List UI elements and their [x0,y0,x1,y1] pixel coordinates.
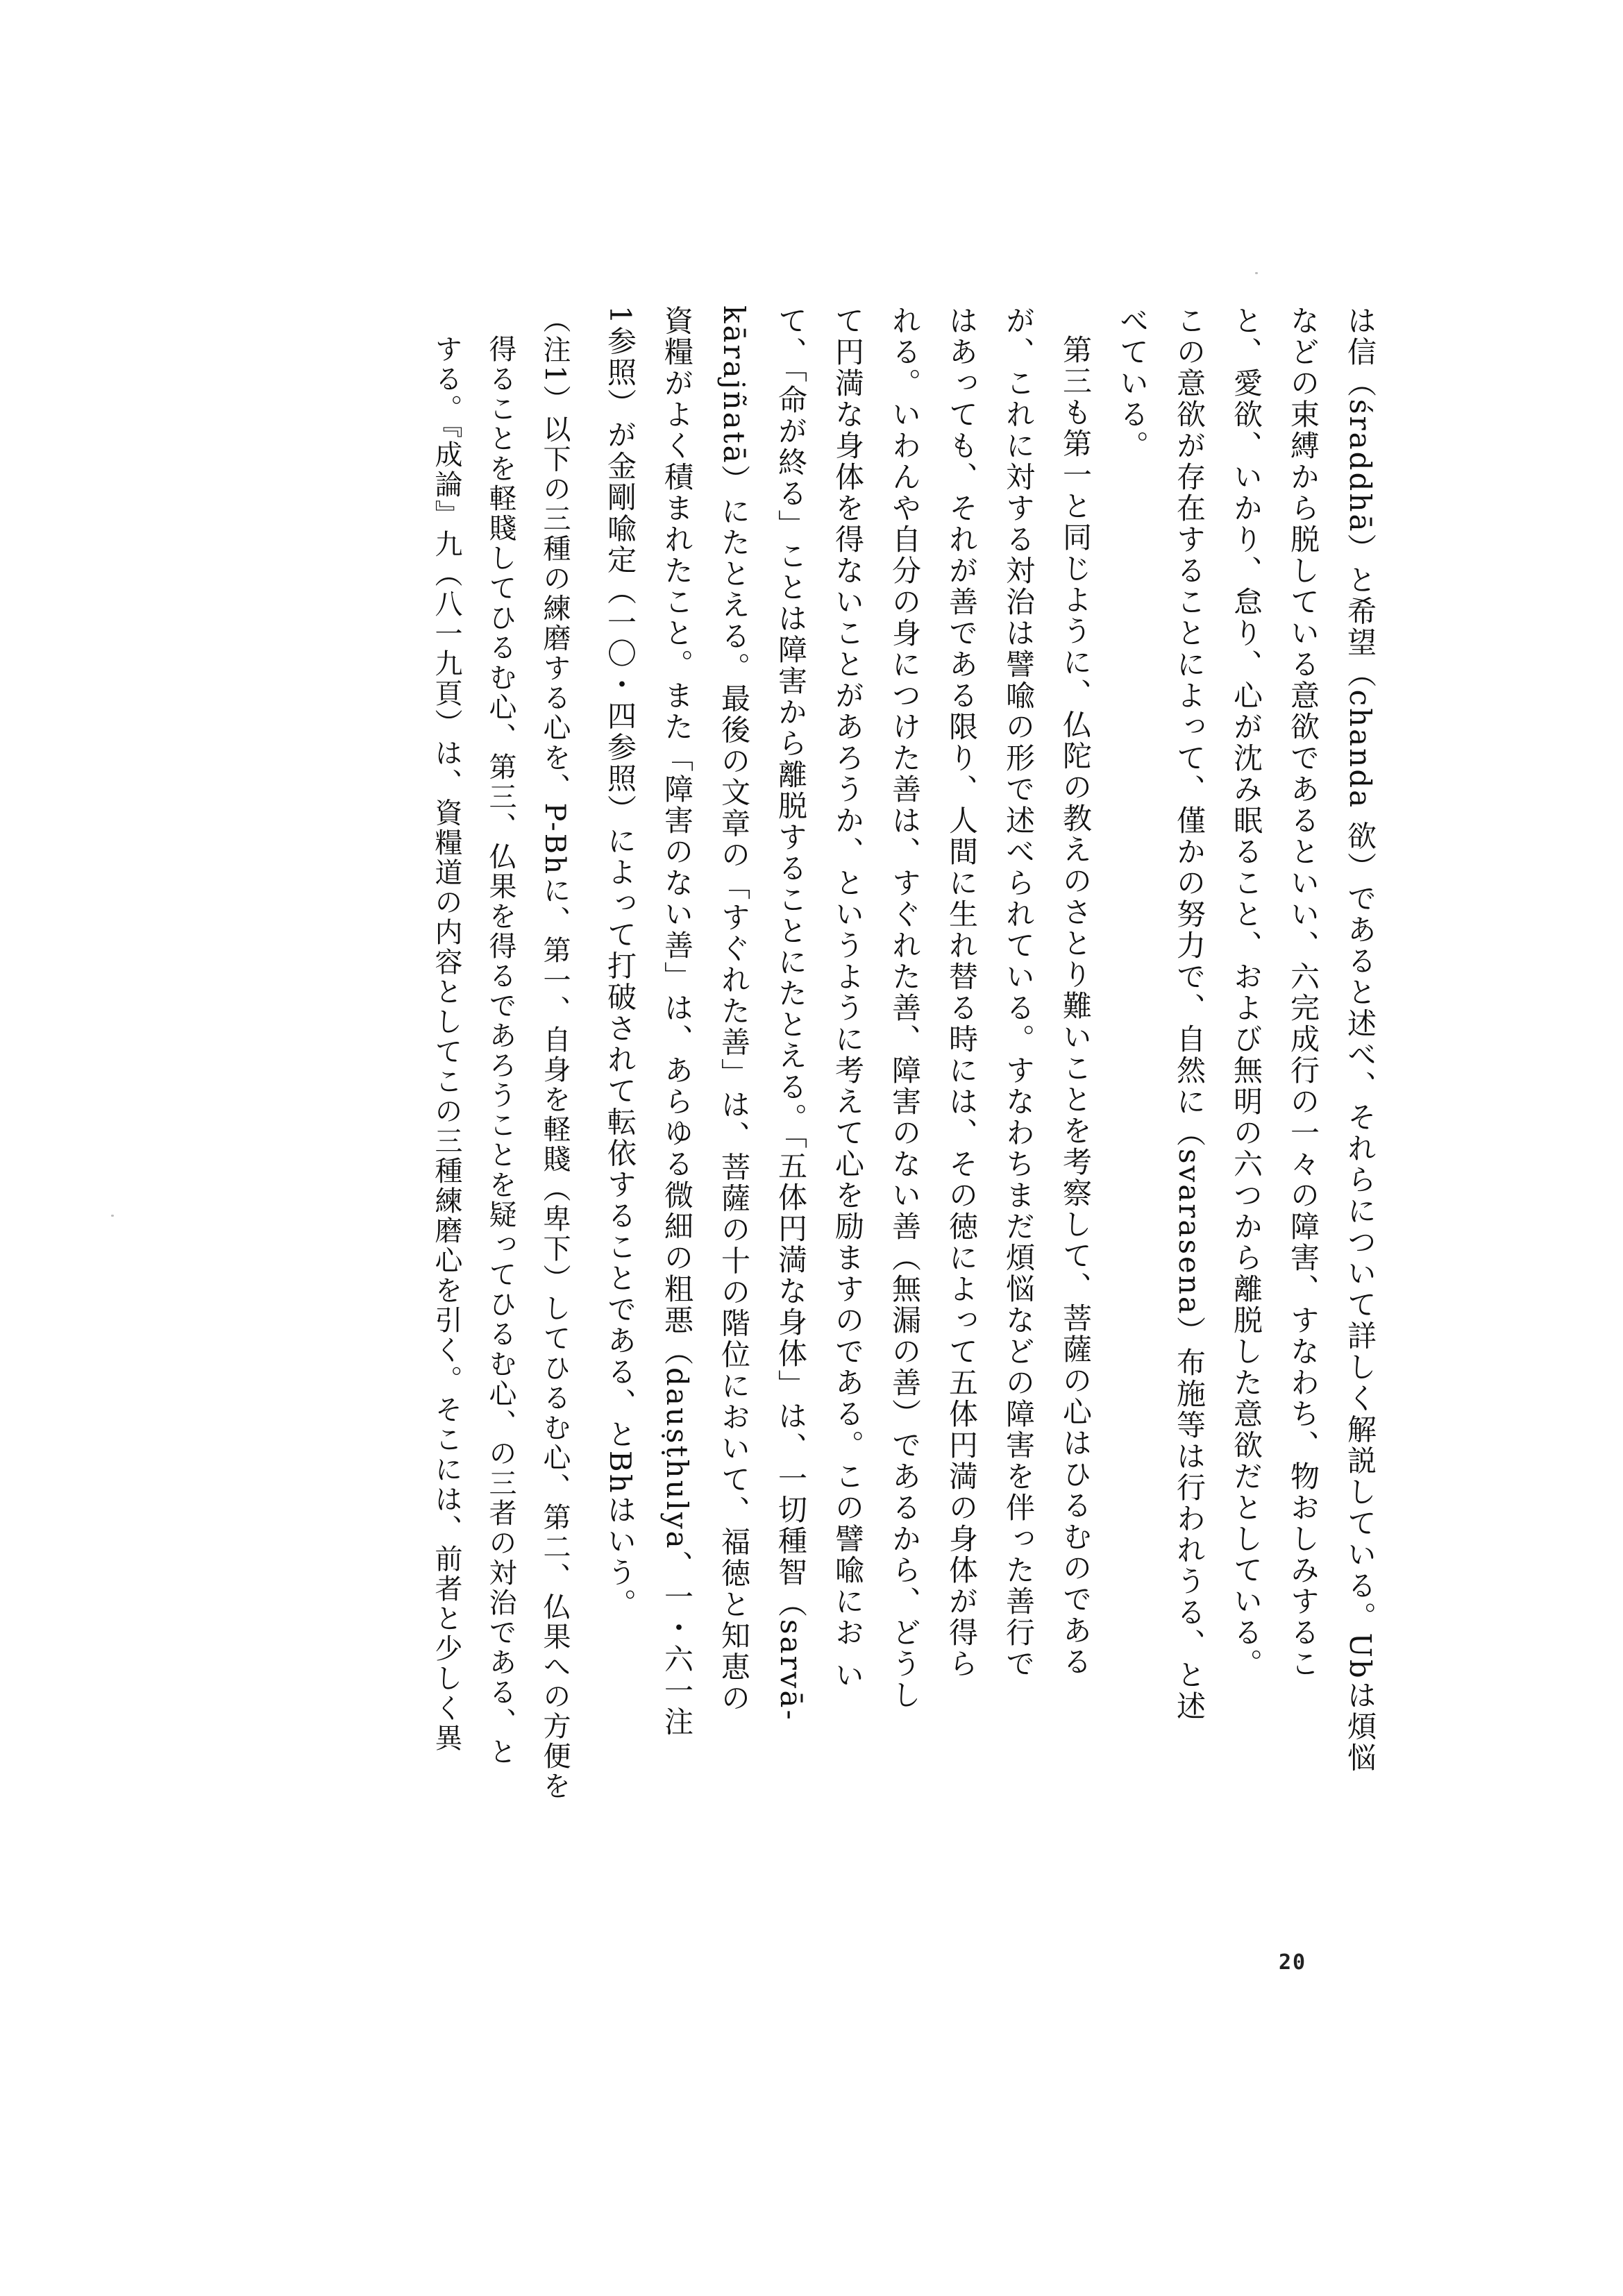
body-line: が、これに対する対治は譬喩の形で述べられている。すなわちまだ煩悩などの障害を伴った善行で [1002,305,1036,1680]
body-line: て円満な身体を得ないことがあろうか、というように考えて心を励ますのである。この譬喩にお い [831,305,865,1691]
note-separator [582,305,591,1930]
body-line: べている。 [1116,305,1150,462]
scan-speck [1255,272,1258,274]
footnote-line: （注1）以下の三種の練磨する心を、P-Bhに、第一、自身を軽賤（卑下）してひるむ心、第二、仏果への方便を [539,305,571,1801]
body-line: はあっても、それが善である限り、人間に生れ替る時には、その徳によって五体円満の身体が得ら [945,305,979,1680]
paragraph-start-line: 第三も第一と同じように、仏陀の教えのさとり難いことを考察して、菩薩の心はひるむのである [1059,335,1093,1678]
body-line: 資糧がよく積まれたこと。また「障害のない善」は、あらゆる微細の粗悪（dauṣṭhulya、一・六一注 [660,305,694,1738]
body-line: て、「命が終る」ことは障害から離脱することにたとえる。「五体円満な身体」は、一切種智（sarvā- [774,305,808,1722]
body-line: と、愛欲、いかり、怠り、心が沈み眠ること、および無明の六つから離脱した意欲だとしている。 [1229,305,1263,1680]
body-line: れる。いわんや自分の身につけた善は、すぐれた善、障害のない善（無漏の善）であるから、どうし [888,305,922,1711]
body-line: などの束縛から脱している意欲であるといい、六完成行の一々の障害、すなわち、物おしみするこ [1286,305,1320,1680]
body-line: 1参照）が金剛喩定（一〇・四参照）によって打破されて転依することである、とBhはいう。 [603,305,637,1620]
body-line: は信（śraddhā）と希望（chanda 欲）であると述べ、それらについて詳しく解説している。Ubは煩悩 [1343,305,1377,1774]
body-line: この意欲が存在することによって、僅かの努力で、自然に（svarasena）布施等は行われうる、と述 [1172,305,1206,1722]
scan-speck [111,1215,114,1217]
page-number: 20 [1279,1950,1307,1975]
footnote-line: 得ることを軽賤してひるむ心、第三、仏果を得るであろうことを疑ってひるむ心、の三者の対治である、と [485,335,516,1767]
body-line: kārajñatā）にたとえる。最後の文章の「すぐれた善」は、菩薩の十の階位において、福徳と知恵の [717,305,751,1714]
vertical-text-block [264,305,1388,1930]
footnote-line: する。『成論』九（八一九頁）は、資糧道の内容としてこの三種練磨心を引く。そこには、前者と少しく異 [430,335,462,1753]
